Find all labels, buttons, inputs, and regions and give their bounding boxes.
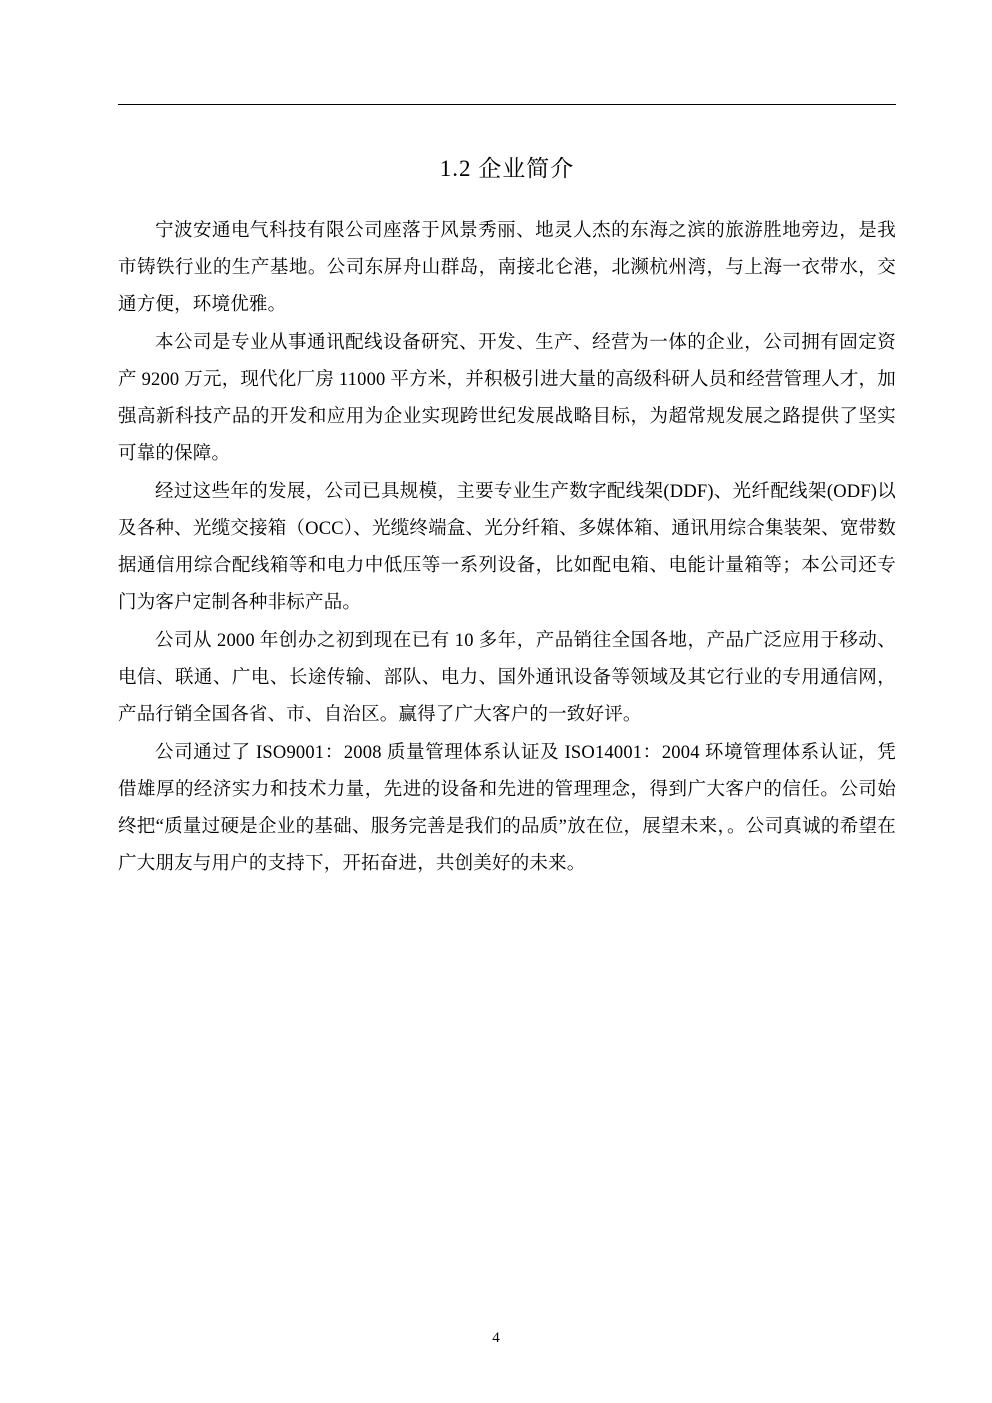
paragraph: 公司通过了 ISO9001：2008 质量管理体系认证及 ISO14001：2004 环境管理体系认证，凭借雄厚的经济实力和技术力量，先进的设备和先进的管理理念，得到广大客户的信任。公司始终把“质量过硬是企业的基础、服务完善是我们的品质”放在位，展望未来，。公司真诚的希望在广大朋友与用户的支持下，开拓奋进，共创美好的未来。	[118, 743, 896, 874]
header-divider	[118, 104, 896, 105]
paragraph: 公司从 2000 年创办之初到现在已有 10 多年，产品销往全国各地，产品广泛应用于移动、电信、联通、广电、长途传输、部队、电力、国外通讯设备等领域及其它行业的专用通信网，产品行销全国各省、市、自治区。赢得了广大客户的一致好评。	[118, 631, 896, 725]
paragraph: 宁波安通电气科技有限公司座落于风景秀丽、地灵人杰的东海之滨的旅游胜地旁边，是我市铸铁行业的生产基地。公司东屏舟山群岛，南接北仑港，北濒杭州湾，与上海一衣带水，交通方便，环境优雅。	[118, 221, 896, 315]
document-body	[118, 150, 896, 884]
page-title: 1.2 企业简介	[439, 156, 575, 181]
paragraph: 本公司是专业从事通讯配线设备研究、开发、生产、经营为一体的企业，公司拥有固定资产 9200 万元，现代化厂房 11000 平方米，并积极引进大量的高级科研人员和经营管理人才，加强高新科技产品的开发和应用为企业实现跨世纪发展战略目标，为超常规发展之路提供了坚实可靠的保障。	[118, 333, 896, 464]
paragraph: 经过这些年的发展，公司已具规模，主要专业生产数字配线架(DDF)、光纤配线架(ODF)以及各种、光缆交接箱（OCC）、光缆终端盒、光分纤箱、多媒体箱、通讯用综合集装架、宽带数据通信用综合配线箱等和电力中低压等一系列设备，比如配电箱、电能计量箱等；本公司还专门为客户定制各种非标产品。	[118, 482, 896, 613]
page-number: 4	[492, 1330, 500, 1346]
